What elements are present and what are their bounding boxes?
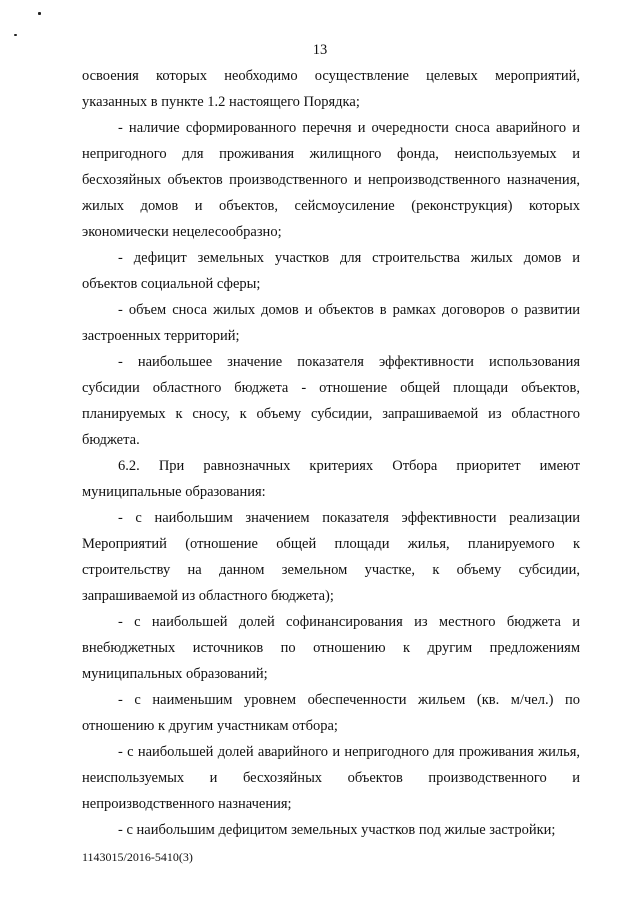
document-body xyxy=(82,63,580,843)
section-paragraph: 6.2. При равнозначных критериях Отбора приоритет имеют муниципальные образования: xyxy=(82,458,580,500)
page-number: 13 xyxy=(312,42,328,58)
paragraph-item: - наибольшее значение показателя эффективности использования субсидии областного бюджета - отношение общей площади объектов, планируемых к сносу, к объему субсидии, запрашиваемой из областного бюджета. xyxy=(82,354,580,448)
paragraph-item: - с наименьшим уровнем обеспеченности жильем (кв. м/чел.) по отношению к другим участникам отбора; xyxy=(82,692,580,734)
paragraph-item: - с наибольшим значением показателя эффективности реализации Мероприятий (отношение общей площади жилья, планируемого к строительству на данном земельном участке, к объему субсидии, запрашиваемой из областного бюджета); xyxy=(82,510,580,604)
scan-speck xyxy=(38,12,41,15)
document-code: 1143015/2016-5410(3) xyxy=(82,850,193,864)
paragraph-item: - с наибольшей долей софинансирования из местного бюджета и внебюджетных источников по отношению к другим предложениям муниципальных образований; xyxy=(82,614,580,682)
paragraph-continuation: освоения которых необходимо осуществление целевых мероприятий, указанных в пункте 1.2 настоящего Порядка; xyxy=(82,68,580,110)
paragraph-item: - наличие сформированного перечня и очередности сноса аварийного и непригодного для проживания жилищного фонда, неиспользуемых и бесхозяйных объектов производственного и непроизводственного назначения, жилых домов и объектов, сейсмоусиление (реконструкция) которых экономически нецелесообразно; xyxy=(82,120,580,240)
paragraph-item: - с наибольшей долей аварийного и непригодного для проживания жилья, неиспользуемых и бесхозяйных объектов производственного и непроизводственного назначения; xyxy=(82,744,580,812)
paragraph-item: - объем сноса жилых домов и объектов в рамках договоров о развитии застроенных территорий; xyxy=(82,302,580,344)
scan-speck xyxy=(14,34,17,36)
paragraph-item: - с наибольшим дефицитом земельных участков под жилые застройки; xyxy=(118,822,556,838)
paragraph-item: - дефицит земельных участков для строительства жилых домов и объектов социальной сферы; xyxy=(82,250,580,292)
